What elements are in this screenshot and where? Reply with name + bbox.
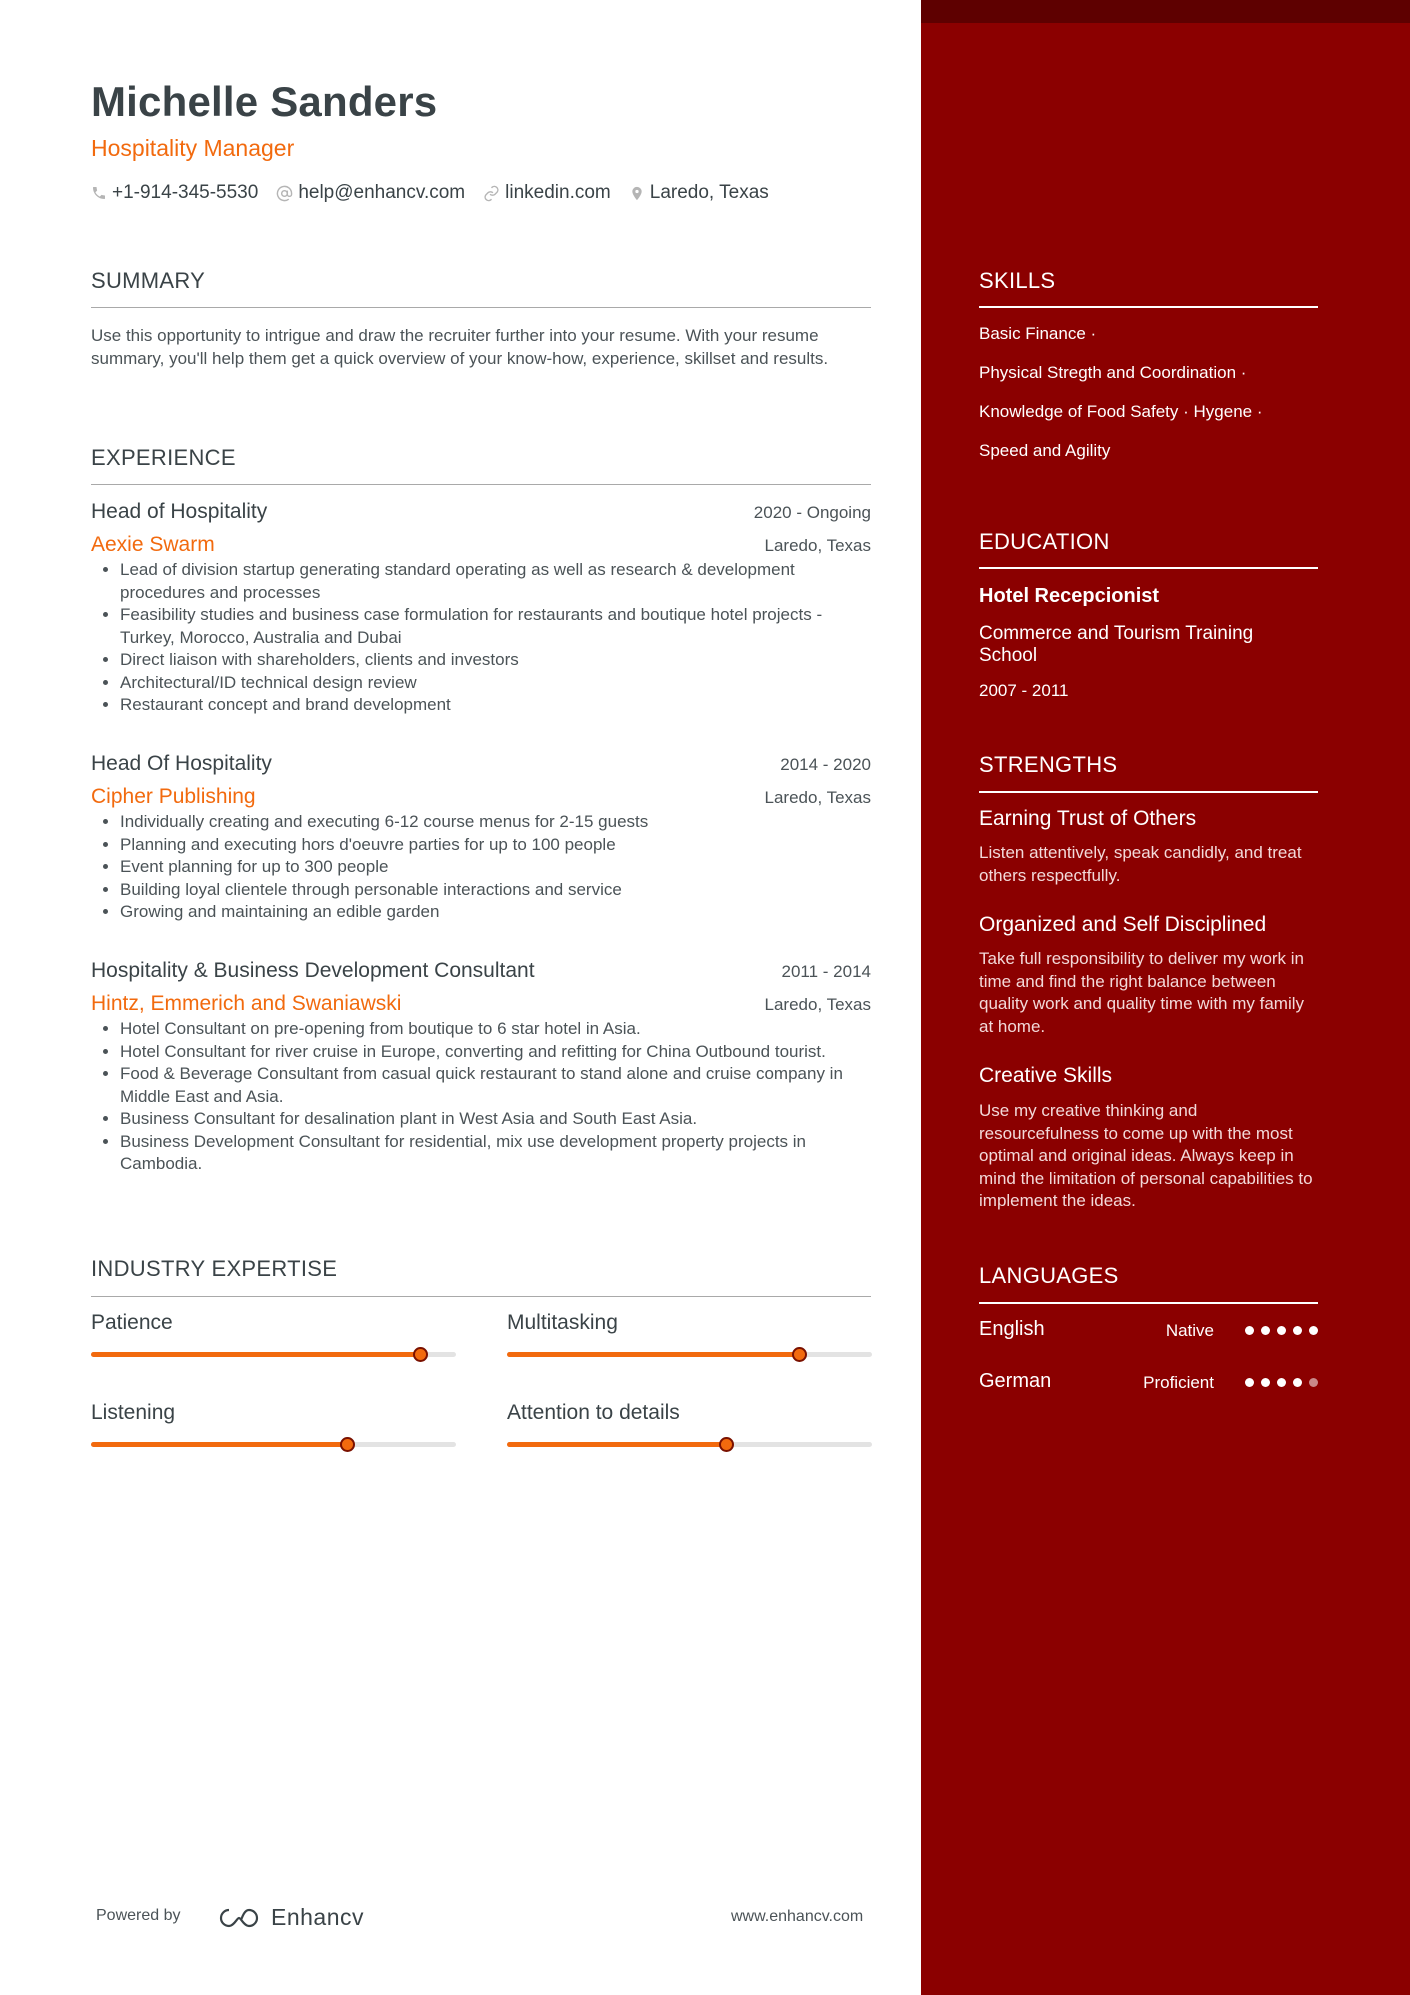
skills-heading: SKILLS (979, 268, 1056, 293)
education-school: Commerce and Tourism Training School (979, 623, 1254, 666)
proficiency-dot (1245, 1326, 1254, 1335)
language-name: English (979, 1318, 1045, 1340)
location-text: Laredo, Texas (649, 182, 769, 203)
job-dates: 2020 - Ongoing (753, 503, 871, 522)
expertise-item (91, 1311, 456, 1357)
contact-location (629, 182, 769, 204)
phone-icon (91, 185, 107, 201)
job-location: Laredo, Texas (764, 995, 871, 1014)
footer-powered-by: Powered by (96, 1907, 181, 1924)
expertise-divider (91, 1296, 871, 1297)
location-pin-icon (629, 185, 645, 202)
expertise-fill (91, 1352, 420, 1357)
proficiency-dot (1261, 1378, 1270, 1387)
experience-entry (91, 959, 871, 1176)
expertise-item (91, 1401, 456, 1447)
job-bullet: • Direct liaison with shareholders, clients and investors (120, 649, 871, 672)
expertise-track (91, 1442, 456, 1447)
job-bullets (91, 559, 871, 717)
job-bullet: • Event planning for up to 300 people (120, 856, 871, 879)
job-bullets (91, 811, 871, 924)
footer-brand: Enhancv (271, 1904, 365, 1930)
strength-description: Listen attentively, speak candidly, and treat others respectfully. (979, 843, 1302, 885)
strength-title: Earning Trust of Others (979, 807, 1197, 830)
languages-divider (979, 1302, 1318, 1304)
skill-line: Physical Stregth and Coordination · (979, 363, 1247, 382)
expertise-label: Multitasking (507, 1311, 618, 1334)
sidebar-top-bar (921, 0, 1410, 23)
job-bullet: • Architectural/ID technical design review (120, 672, 871, 695)
phone-text: +1-914-345-5530 (112, 182, 259, 203)
expertise-track (507, 1442, 872, 1447)
job-role: Head of Hospitality (91, 500, 268, 523)
job-bullet: • Individually creating and executing 6-12 course menus for 2-15 guests (120, 811, 871, 834)
job-role: Hospitality & Business Development Consultant (91, 959, 535, 982)
skills-divider (979, 306, 1318, 308)
experience-divider (91, 484, 871, 485)
job-bullet: • Business Development Consultant for residential, mix use development property projects in Cambodia. (120, 1131, 871, 1176)
job-dates: 2011 - 2014 (781, 962, 871, 981)
languages-heading: LANGUAGES (979, 1263, 1119, 1288)
proficiency-dot (1277, 1326, 1286, 1335)
job-bullet: • Hotel Consultant for river cruise in Europe, converting and refitting for China Outbound tourist. (120, 1041, 871, 1064)
education-divider (979, 567, 1318, 569)
education-dates: 2007 - 2011 (979, 681, 1069, 700)
proficiency-dot (1261, 1326, 1270, 1335)
job-company: Aexie Swarm (91, 533, 215, 556)
job-bullet: • Restaurant concept and brand development (120, 694, 871, 717)
expertise-fill (91, 1442, 347, 1447)
email-text: help@enhancv.com (298, 182, 466, 203)
proficiency-dot (1309, 1378, 1318, 1387)
job-bullet: • Business Consultant for desalination plant in West Asia and South East Asia. (120, 1108, 871, 1131)
proficiency-dot (1277, 1378, 1286, 1387)
language-proficiency-dots (1245, 1326, 1325, 1335)
proficiency-dot (1293, 1378, 1302, 1387)
strength-title: Creative Skills (979, 1064, 1113, 1087)
strength-description: Take full responsibility to deliver my work in time and find the right balance between quality work and quality time with my family at home. (979, 949, 1305, 1036)
skill-line: Knowledge of Food Safety · Hygene · (979, 402, 1263, 421)
expertise-fill (507, 1442, 726, 1447)
expertise-fill (507, 1352, 799, 1357)
strength-title: Organized and Self Disciplined (979, 913, 1267, 936)
expertise-item (507, 1401, 872, 1447)
expertise-slider-knob[interactable] (340, 1437, 355, 1452)
expertise-label: Attention to details (507, 1401, 680, 1424)
job-bullet: • Hotel Consultant on pre-opening from boutique to 6 star hotel in Asia. (120, 1018, 871, 1041)
footer-logo[interactable] (215, 1904, 364, 1931)
strength-description: Use my creative thinking and resourcefulness to come up with the most optimal and original ideas. Always keep in mind the limitation of personal capabilities to implement the ideas. (979, 1101, 1313, 1210)
job-bullet: • Food & Beverage Consultant from casual quick restaurant to stand alone and cruise company in Middle East and Asia. (120, 1063, 871, 1108)
expertise-track (507, 1352, 872, 1357)
expertise-slider-knob[interactable] (719, 1437, 734, 1452)
job-bullets (91, 1018, 871, 1176)
summary-divider (91, 307, 871, 308)
job-location: Laredo, Texas (764, 536, 871, 555)
expertise-item (507, 1311, 872, 1357)
expertise-heading: INDUSTRY EXPERTISE (91, 1256, 338, 1281)
experience-entry (91, 752, 871, 924)
skill-line: Basic Finance · (979, 324, 1097, 343)
job-company: Hintz, Emmerich and Swaniawski (91, 992, 402, 1015)
footer-url[interactable]: www.enhancv.com (731, 1908, 864, 1925)
enhancv-logo-icon (215, 1906, 263, 1930)
summary-heading: SUMMARY (91, 268, 206, 293)
contact-phone[interactable] (91, 182, 258, 204)
candidate-title: Hospitality Manager (91, 135, 295, 161)
proficiency-dot (1245, 1378, 1254, 1387)
job-bullet: • Feasibility studies and business case formulation for restaurants and boutique hotel projects - Turkey, Morocco, Australia and Dubai (120, 604, 871, 649)
strengths-divider (979, 791, 1318, 793)
job-dates: 2014 - 2020 (780, 755, 871, 774)
job-location: Laredo, Texas (764, 788, 871, 807)
experience-heading: EXPERIENCE (91, 445, 236, 470)
education-degree: Hotel Recepcionist (979, 585, 1160, 607)
education-heading: EDUCATION (979, 529, 1110, 554)
expertise-label: Patience (91, 1311, 173, 1334)
language-name: German (979, 1370, 1052, 1392)
skill-line: Speed and Agility (979, 441, 1111, 460)
linkedin-text: linkedin.com (505, 182, 611, 203)
job-bullet: • Growing and maintaining an edible garden (120, 901, 871, 924)
at-icon (276, 185, 293, 202)
expertise-track (91, 1352, 456, 1357)
expertise-slider-knob[interactable] (792, 1347, 807, 1362)
job-company: Cipher Publishing (91, 785, 256, 808)
experience-entry (91, 500, 871, 717)
contact-row (91, 182, 787, 204)
strengths-heading: STRENGTHS (979, 752, 1118, 777)
proficiency-dot (1293, 1326, 1302, 1335)
job-bullet: • Building loyal clientele through personable interactions and service (120, 879, 871, 902)
language-proficiency-dots (1245, 1378, 1325, 1387)
link-icon (483, 185, 500, 202)
contact-email[interactable] (276, 182, 465, 204)
job-bullet: • Planning and executing hors d'oeuvre parties for up to 100 people (120, 834, 871, 857)
expertise-slider-knob[interactable] (413, 1347, 428, 1362)
language-level: Proficient (1143, 1373, 1214, 1392)
language-level: Native (1165, 1321, 1214, 1340)
expertise-label: Listening (91, 1401, 176, 1424)
candidate-name: Michelle Sanders (91, 78, 438, 125)
contact-linkedin[interactable] (483, 182, 611, 204)
job-bullet: • Lead of division startup generating standard operating as well as research & development procedures and processes (120, 559, 871, 604)
job-role: Head Of Hospitality (91, 752, 272, 775)
summary-text: Use this opportunity to intrigue and draw the recruiter further into your resume. With your resume summary, you'll help them get a quick overview of your know-how, experience, skillset and results. (91, 326, 829, 368)
proficiency-dot (1309, 1326, 1318, 1335)
